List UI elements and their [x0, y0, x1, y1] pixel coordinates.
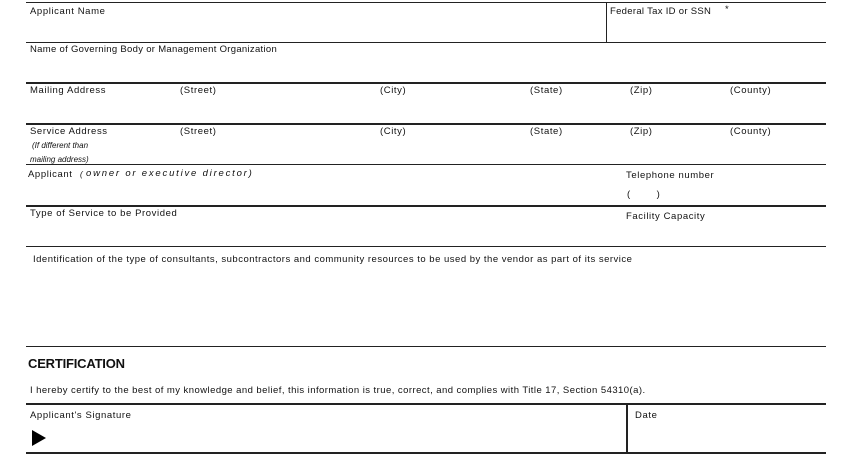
row-divider-2 — [26, 82, 826, 84]
applicant-name-field[interactable] — [26, 18, 604, 40]
mailing-state-label: (State) — [530, 85, 563, 96]
federal-tax-id-label: Federal Tax ID or SSN — [610, 6, 712, 17]
row-divider-7 — [26, 346, 826, 347]
governing-body-label: Name of Governing Body or Management Organization — [30, 44, 278, 55]
facility-capacity-field[interactable] — [624, 224, 824, 245]
bottom-border — [26, 452, 826, 454]
service-state-label: (State) — [530, 126, 563, 137]
date-field[interactable] — [630, 424, 824, 450]
applicant-signature-label: Applicant's Signature — [30, 410, 132, 421]
divider-vertical-date — [626, 403, 628, 453]
certification-heading: CERTIFICATION — [28, 356, 125, 371]
service-address-field[interactable] — [120, 139, 824, 163]
applicant-paren-open: ( — [80, 170, 83, 179]
row-divider-8 — [26, 403, 826, 405]
service-address-label: Service Address — [30, 126, 108, 137]
divider-vertical-tax — [606, 2, 607, 42]
applicant-label: Applicant — [28, 169, 73, 180]
type-of-service-label: Type of Service to be Provided — [30, 208, 178, 219]
top-border — [26, 2, 826, 3]
applicant-name-label: Applicant Name — [30, 6, 106, 17]
mailing-zip-label: (Zip) — [630, 85, 653, 96]
service-address-note-line2: mailing address) — [30, 155, 89, 164]
row-divider-5 — [26, 205, 826, 207]
federal-tax-id-field[interactable] — [608, 18, 824, 40]
service-zip-label: (Zip) — [630, 126, 653, 137]
required-asterisk: * — [725, 4, 730, 15]
identification-label: Identification of the type of consultants, subcontractors and community resources to be used by the vendor as part of its service — [33, 254, 633, 265]
telephone-number-label: Telephone number — [626, 170, 715, 181]
type-of-service-field[interactable] — [26, 221, 606, 245]
mailing-city-label: (City) — [380, 85, 407, 96]
telephone-area-code-parens: ( ) — [627, 189, 661, 200]
mailing-address-label: Mailing Address — [30, 85, 107, 96]
mailing-address-field[interactable] — [26, 98, 824, 122]
date-label: Date — [635, 410, 658, 421]
row-divider-4 — [26, 164, 826, 165]
row-divider-3 — [26, 123, 826, 125]
service-street-label: (Street) — [180, 126, 217, 137]
certification-statement: I hereby certify to the best of my knowledge and belief, this information is true, correct, and complies with Title 17, Section 54310(a). — [30, 385, 646, 396]
row-divider-1 — [26, 42, 826, 43]
row-divider-6 — [26, 246, 826, 247]
mailing-street-label: (Street) — [180, 85, 217, 96]
applicant-role-description: owner or executive director) — [86, 168, 254, 179]
service-address-note-line1: (If different than — [32, 141, 89, 150]
service-city-label: (City) — [380, 126, 407, 137]
signature-arrow-icon — [32, 430, 46, 446]
telephone-number-field[interactable] — [624, 186, 824, 204]
applicant-signature-field[interactable] — [52, 424, 622, 450]
applicant-owner-field[interactable] — [26, 182, 606, 204]
governing-body-field[interactable] — [26, 56, 824, 80]
service-county-label: (County) — [730, 126, 772, 137]
identification-field[interactable] — [26, 268, 824, 344]
mailing-county-label: (County) — [730, 85, 772, 96]
facility-capacity-label: Facility Capacity — [626, 211, 706, 222]
